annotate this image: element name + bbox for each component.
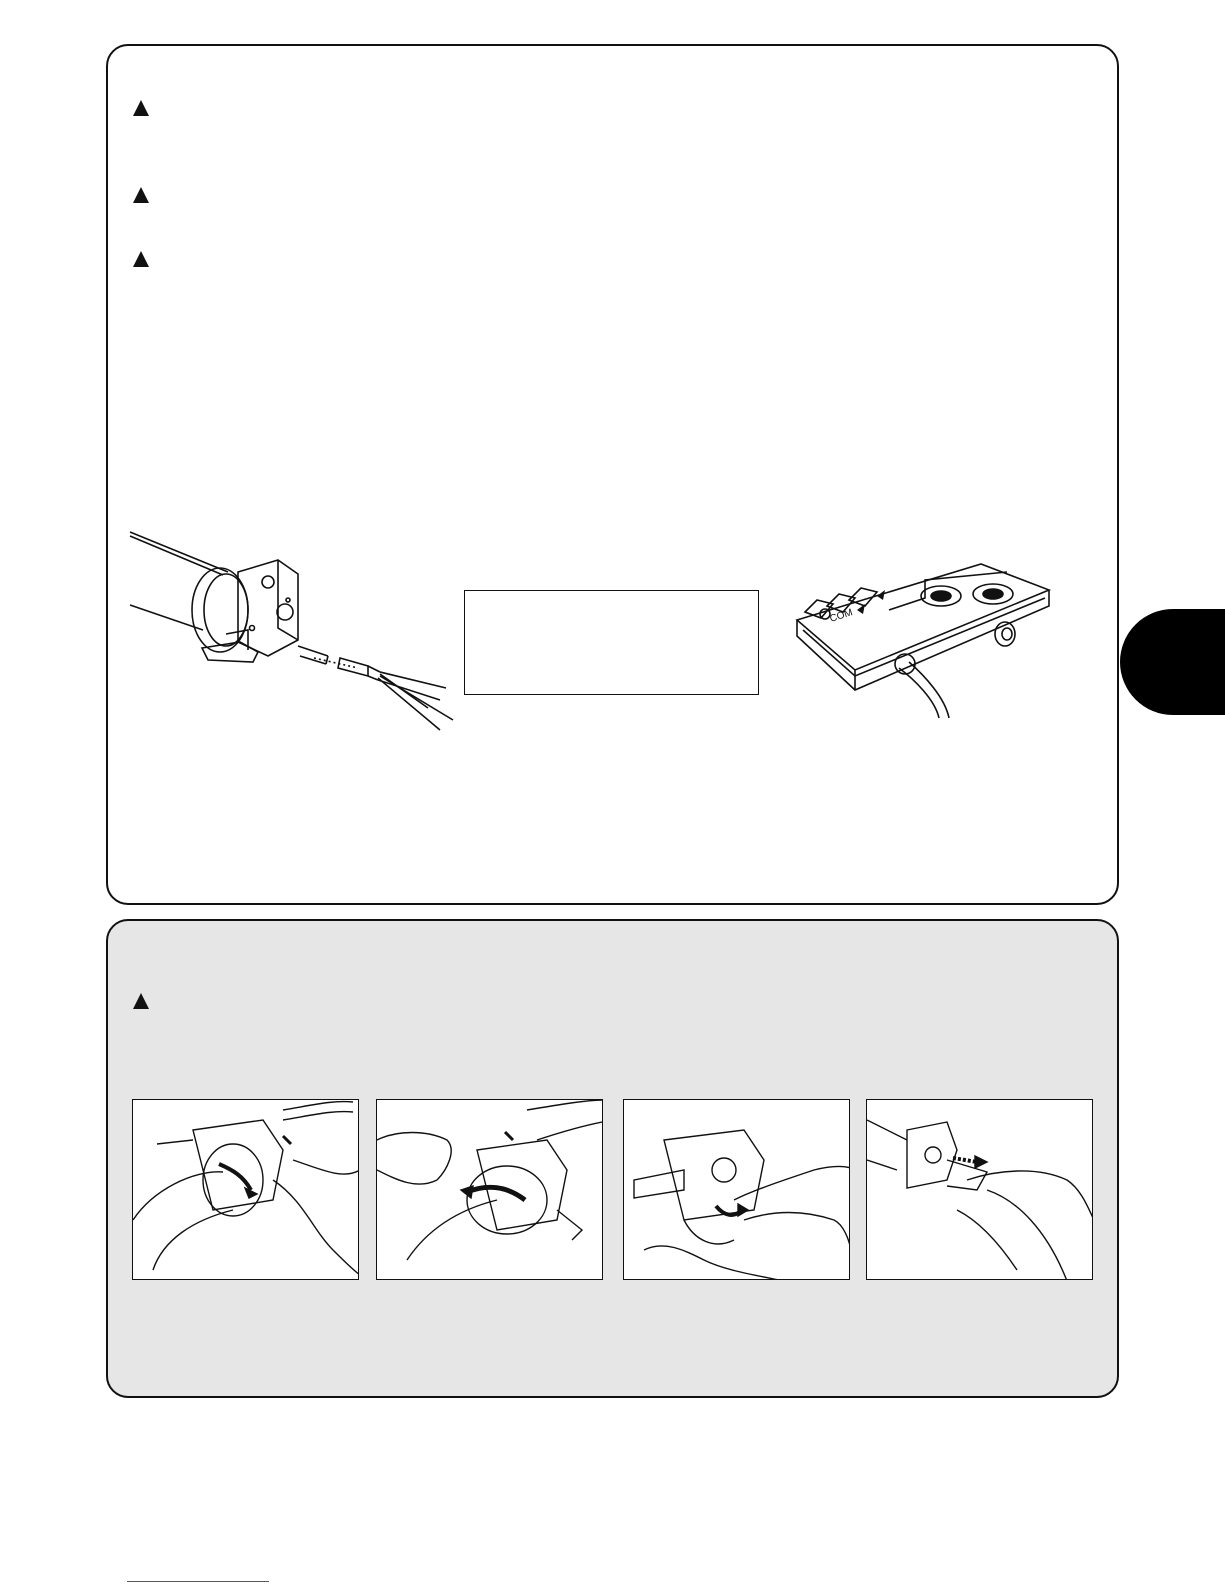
hand-rotate-back-illustration — [377, 1100, 603, 1280]
step-pull-connector — [866, 1099, 1093, 1280]
footer-link-underline[interactable] — [127, 1581, 269, 1582]
hand-pull-connector-illustration — [867, 1100, 1093, 1280]
svg-text:COM: COM — [828, 607, 855, 625]
step-rotate-back — [376, 1099, 603, 1280]
hand-rotate-ring-illustration — [133, 1100, 359, 1280]
warning-triangle-icon — [132, 992, 150, 1010]
upper-panel — [106, 44, 1119, 905]
hand-lift-cap-illustration — [624, 1100, 850, 1280]
section-side-tab — [1120, 609, 1225, 715]
control-box-illustration — [795, 560, 1067, 720]
empty-caption-box — [464, 590, 759, 695]
motor-illustration — [128, 530, 458, 745]
warning-triangle-icon — [132, 186, 150, 204]
step-lift-cap — [623, 1099, 850, 1280]
step-rotate-ring — [132, 1099, 359, 1280]
warning-triangle-icon — [132, 250, 150, 268]
warning-triangle-icon — [132, 99, 150, 117]
